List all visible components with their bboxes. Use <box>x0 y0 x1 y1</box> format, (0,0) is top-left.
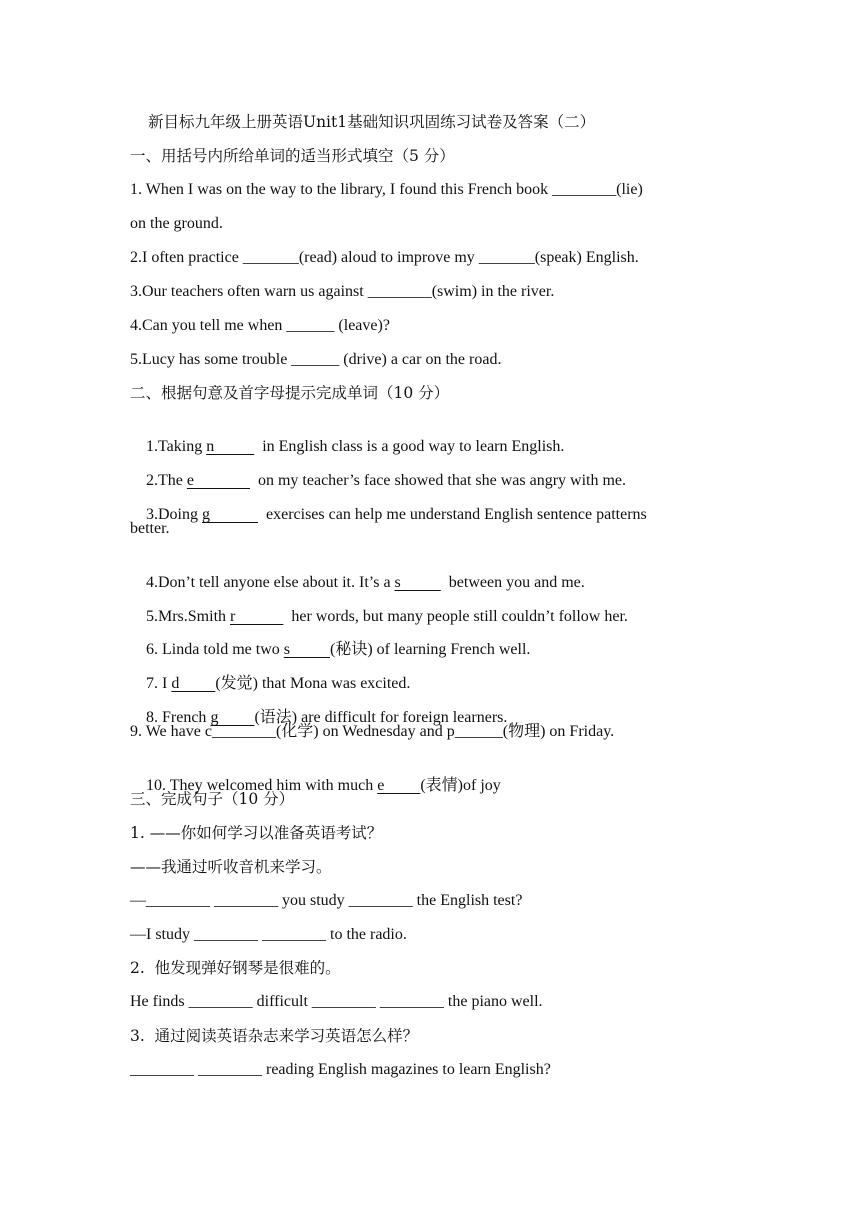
s3-q3-chinese: 3. 通过阅读英语杂志来学习英语怎么样？ <box>130 1027 419 1045</box>
s2-q7-blank: d <box>171 675 216 692</box>
s2-q3-pre: 3.Doing <box>146 506 202 523</box>
s1-q4: 4.Can you tell me when ______ (leave)? <box>130 317 390 334</box>
s2-q4-blank: s <box>394 574 441 591</box>
s2-q3-post: exercises can help me understand English sentence patterns <box>258 506 647 523</box>
s3-q2-english: He finds ________ difficult ________ ________ the piano well. <box>130 993 543 1010</box>
s2-q2-post: on my teacher’s face showed that she was angry with me. <box>249 472 627 489</box>
s2-q4-post: between you and me. <box>440 574 585 591</box>
s1-q1-line2: on the ground. <box>130 215 223 232</box>
s2-q8-post: (语法) are difficult for foreign learners. <box>254 709 508 726</box>
s2-q8-blank: g <box>210 709 255 726</box>
s2-q8-pre: 8. French <box>146 709 211 726</box>
s3-q1-english-line1: —________ ________ you study ________ the English test? <box>130 892 523 909</box>
s2-q5-post: her words, but many people still couldn’t follow her. <box>283 608 628 625</box>
s2-q7-pre: 7. I <box>146 675 172 692</box>
s2-q1-pre: 1.Taking <box>146 438 207 455</box>
section1-heading: 一、用括号内所给单词的适当形式填空（5 分） <box>130 147 455 165</box>
s2-q2-blank: e <box>186 472 250 489</box>
s3-q1-english-line2: —I study ________ ________ to the radio. <box>130 926 407 943</box>
s2-q10-pre: 10. They welcomed him with much <box>146 777 378 794</box>
s2-q5-blank: r <box>230 608 284 625</box>
s2-q10-post: (表情)of joy <box>420 777 501 794</box>
section3-heading: 三、完成句子（10 分） <box>130 790 295 808</box>
s3-q2-chinese: 2. 他发现弹好钢琴是很难的。 <box>130 959 341 977</box>
s2-q6-pre: 6. Linda told me two <box>146 641 284 658</box>
s3-q1-chinese-line2: ——我通过听收音机来学习。 <box>130 858 332 876</box>
s2-q5-pre: 5.Mrs.Smith <box>146 608 231 625</box>
s3-q3-english: ________ ________ reading English magazines to learn English? <box>130 1061 551 1078</box>
s1-q1-line1: 1. When I was on the way to the library, I found this French book ________(lie) <box>130 181 643 198</box>
s2-q4-pre: 4.Don’t tell anyone else about it. It’s a <box>146 574 395 591</box>
s1-q5: 5.Lucy has some trouble ______ (drive) a car on the road. <box>130 351 502 368</box>
s2-q3-line1 <box>130 485 647 545</box>
s2-q6-post: (秘诀) of learning French well. <box>330 641 531 658</box>
s2-q1-post: in English class is a good way to learn English. <box>254 438 565 455</box>
page-title: 新目标九年级上册英语Unit1基础知识巩固练习试卷及答案（二） <box>148 113 596 131</box>
s2-q10-blank: e <box>377 777 421 794</box>
s2-q9: 9. We have c________(化学) on Wednesday and p______(物理) on Friday. <box>130 723 615 740</box>
s2-q2-pre: 2.The <box>146 472 187 489</box>
s2-q1-blank: n <box>206 438 255 455</box>
s2-q3-line2: better. <box>130 520 170 537</box>
s2-q6-blank: s <box>283 641 330 658</box>
s1-q3: 3.Our teachers often warn us against ________(swim) in the river. <box>130 283 555 300</box>
section2-heading: 二、根据句意及首字母提示完成单词（10 分） <box>130 384 450 402</box>
s1-q2: 2.I often practice _______(read) aloud to improve my _______(speak) English. <box>130 249 639 266</box>
s2-q3-blank: g <box>202 506 258 523</box>
s2-q7-post: (发觉) that Mona was excited. <box>215 675 411 692</box>
s3-q1-chinese-line1: 1. ——你如何学习以准备英语考试？ <box>130 824 383 842</box>
